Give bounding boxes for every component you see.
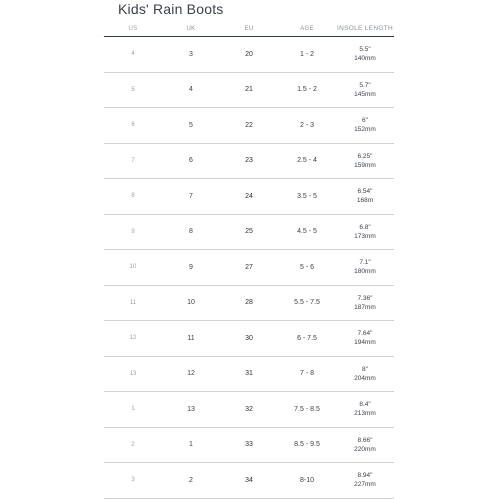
- cell-eu: 27: [245, 263, 253, 271]
- cell-insole-length: [336, 81, 394, 99]
- insole-mm: 180mm: [354, 268, 376, 276]
- cell-insole-length: [336, 436, 394, 454]
- cell-age: 5 - 6: [299, 263, 314, 271]
- table-row: [104, 144, 394, 180]
- insole-mm: 140mm: [354, 55, 376, 63]
- cell-eu: 28: [245, 299, 253, 307]
- cell-insole-length: [336, 223, 394, 241]
- cell-uk: 3: [189, 50, 193, 58]
- header-eu: EU: [244, 25, 254, 32]
- table-row: [104, 73, 394, 109]
- insole-mm: 152mm: [354, 126, 376, 134]
- header-uk: UK: [186, 25, 196, 32]
- cell-eu: 24: [245, 192, 253, 200]
- insole-inches: 6.8": [359, 223, 371, 231]
- cell-uk: 13: [187, 405, 195, 413]
- cell-age: 8.5 - 9.5: [294, 441, 320, 449]
- cell-us: 1: [131, 406, 135, 413]
- cell-eu: 22: [245, 121, 253, 129]
- insole-inches: 7.64": [357, 330, 373, 338]
- cell-uk: 2: [189, 476, 193, 484]
- cell-age: 1 - 2: [299, 50, 314, 58]
- cell-uk: 10: [187, 299, 195, 307]
- insole-inches: 6": [362, 117, 368, 125]
- cell-us: 7: [131, 157, 135, 164]
- cell-uk: 1: [189, 441, 193, 449]
- cell-eu: 30: [245, 334, 253, 342]
- cell-insole-length: [336, 45, 394, 63]
- cell-insole-length: [336, 116, 394, 134]
- cell-us: 13: [129, 370, 137, 377]
- table-row: [104, 428, 394, 464]
- cell-eu: 20: [245, 50, 253, 58]
- header-us: US: [128, 25, 138, 32]
- cell-uk: 12: [187, 370, 195, 378]
- table-body: [104, 37, 394, 499]
- insole-mm: 159mm: [354, 161, 376, 169]
- cell-uk: 5: [189, 121, 193, 129]
- cell-eu: 33: [245, 441, 253, 449]
- insole-mm: 213mm: [354, 410, 376, 418]
- cell-age: 1.5 - 2: [297, 86, 317, 94]
- insole-inches: 5.7": [359, 81, 371, 89]
- cell-age: 7.5 - 8.5: [294, 405, 320, 413]
- table-row: [104, 37, 394, 73]
- header-age: AGE: [300, 25, 314, 32]
- insole-mm: 168m: [356, 197, 374, 205]
- insole-mm: 194mm: [354, 339, 376, 347]
- header-insole-length: INSOLE LENGTH: [337, 25, 393, 32]
- insole-inches: 6.54": [357, 188, 373, 196]
- cell-insole-length: [336, 258, 394, 276]
- insole-inches: 7.36": [357, 294, 373, 302]
- table-row: [104, 321, 394, 357]
- cell-insole-length: [336, 294, 394, 312]
- insole-inches: 8.66": [357, 436, 373, 444]
- cell-insole-length: [336, 152, 394, 170]
- cell-eu: 25: [245, 228, 253, 236]
- cell-us: 2: [131, 441, 135, 448]
- table-row: [104, 250, 394, 286]
- cell-eu: 21: [245, 86, 253, 94]
- cell-uk: 9: [189, 263, 193, 271]
- cell-us: 3: [131, 477, 135, 484]
- cell-age: 6 - 7.5: [297, 334, 317, 342]
- cell-age: 5.5 - 7.5: [294, 299, 320, 307]
- cell-us: 12: [129, 335, 137, 342]
- table-row: [104, 463, 394, 499]
- cell-age: 3.5 - 5: [297, 192, 317, 200]
- cell-us: 11: [129, 299, 137, 306]
- cell-uk: 8: [189, 228, 193, 236]
- table-row: [104, 215, 394, 251]
- insole-mm: 204mm: [354, 374, 376, 382]
- insole-mm: 187mm: [354, 303, 376, 311]
- insole-inches: 8": [362, 365, 368, 373]
- table-row: [104, 392, 394, 428]
- page-title: Kids' Rain Boots: [118, 1, 224, 17]
- cell-uk: 11: [187, 334, 195, 342]
- cell-us: 4: [131, 51, 135, 58]
- cell-us: 8: [131, 193, 135, 200]
- cell-age: 4.5 - 5: [297, 228, 317, 236]
- cell-uk: 4: [189, 86, 193, 94]
- insole-inches: 5.5": [359, 46, 371, 54]
- table-header: [104, 21, 394, 37]
- insole-mm: 220mm: [354, 445, 376, 453]
- size-chart-table: [104, 21, 394, 499]
- cell-insole-length: [336, 400, 394, 418]
- cell-age: 2.5 - 4: [297, 157, 317, 165]
- insole-mm: 227mm: [354, 481, 376, 489]
- insole-inches: 7.1": [359, 259, 371, 267]
- insole-inches: 6.25": [357, 152, 373, 160]
- cell-eu: 32: [245, 405, 253, 413]
- cell-eu: 23: [245, 157, 253, 165]
- table-row: [104, 357, 394, 393]
- cell-insole-length: [336, 187, 394, 205]
- cell-uk: 7: [189, 192, 193, 200]
- cell-us: 10: [129, 264, 137, 271]
- cell-us: 9: [131, 228, 135, 235]
- insole-mm: 145mm: [354, 90, 376, 98]
- insole-mm: 173mm: [354, 232, 376, 240]
- cell-uk: 6: [189, 157, 193, 165]
- cell-insole-length: [336, 471, 394, 489]
- cell-insole-length: [336, 365, 394, 383]
- table-row: [104, 108, 394, 144]
- insole-inches: 8.4": [359, 401, 371, 409]
- cell-insole-length: [336, 329, 394, 347]
- cell-eu: 31: [245, 370, 253, 378]
- cell-age: 2 - 3: [299, 121, 314, 129]
- cell-eu: 34: [245, 476, 253, 484]
- cell-us: 5: [131, 86, 135, 93]
- table-row: [104, 286, 394, 322]
- cell-us: 6: [131, 122, 135, 129]
- cell-age: 7 - 8: [299, 370, 314, 378]
- insole-inches: 8.94": [357, 472, 373, 480]
- table-row: [104, 179, 394, 215]
- cell-age: 8-10: [299, 476, 314, 484]
